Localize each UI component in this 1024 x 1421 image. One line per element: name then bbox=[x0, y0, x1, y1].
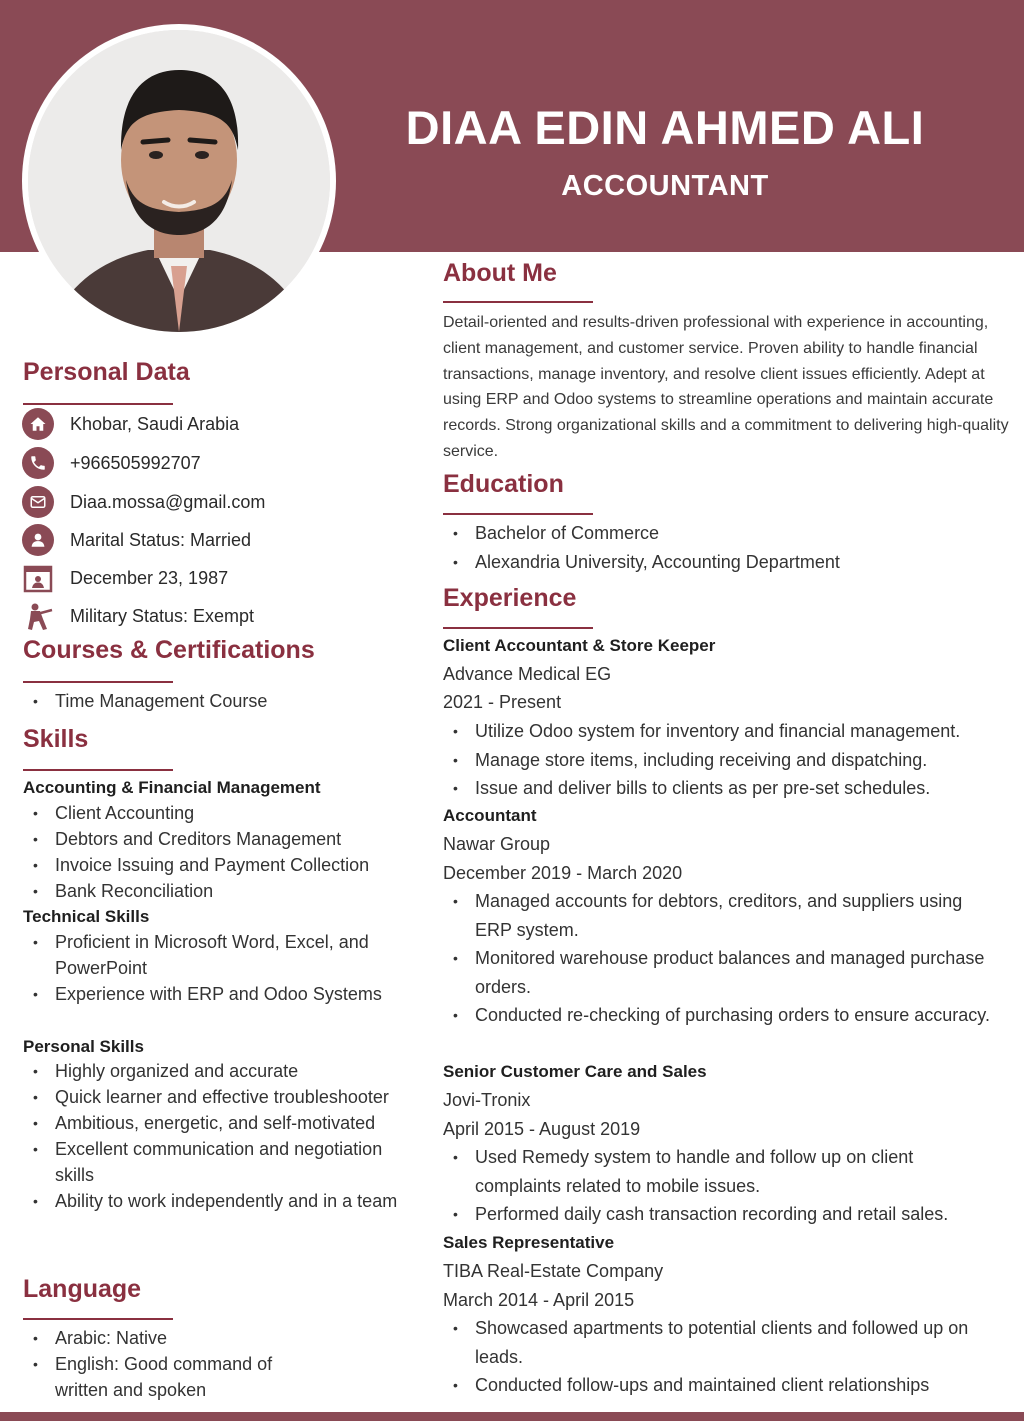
personal-item-marital bbox=[22, 524, 251, 556]
skills-list-accounting bbox=[23, 800, 403, 904]
job-role: Accountant bbox=[443, 806, 537, 825]
home-icon bbox=[22, 408, 54, 440]
job-company: Nawar Group bbox=[443, 834, 551, 854]
list-item: • English: Good command of written and spoken bbox=[23, 1351, 323, 1403]
list-item: • Ambitious, energetic, and self-motivated bbox=[23, 1110, 403, 1136]
profile-photo bbox=[28, 30, 330, 332]
personal-data-divider bbox=[23, 403, 173, 405]
skills-group-heading: Personal Skills bbox=[23, 1037, 144, 1056]
job-role: Sales Representative bbox=[443, 1233, 615, 1252]
list-item: • Ability to work independently and in a team bbox=[23, 1188, 403, 1214]
candidate-name: DIAA EDIN AHMED ALI bbox=[405, 101, 925, 154]
experience-title: Experience bbox=[443, 584, 577, 612]
list-item: • Highly organized and accurate bbox=[23, 1058, 403, 1084]
list-item: • Bachelor of Commerce bbox=[443, 519, 1018, 548]
courses-title: Courses & Certifications bbox=[23, 636, 315, 664]
phone-icon bbox=[22, 447, 54, 479]
skills-group-heading: Accounting & Financial Management bbox=[23, 778, 321, 797]
list-item: • Proficient in Microsoft Word, Excel, and PowerPoint bbox=[23, 929, 403, 981]
user-icon bbox=[22, 524, 54, 556]
language-title: Language bbox=[23, 1275, 142, 1303]
personal-item-military bbox=[22, 600, 254, 632]
list-item: • Excellent communication and negotiation skills bbox=[23, 1136, 403, 1188]
job-period: 2021 - Present bbox=[443, 692, 562, 712]
personal-item-email bbox=[22, 486, 265, 518]
list-item: • Managed accounts for debtors, creditors, and suppliers using ERP system. bbox=[443, 887, 1003, 944]
job-company: Advance Medical EG bbox=[443, 664, 612, 684]
list-item: • Used Remedy system to handle and follow up on client complaints related to mobile issues. bbox=[443, 1143, 1003, 1200]
job-duties bbox=[443, 1143, 1003, 1229]
education-list bbox=[443, 519, 1018, 576]
skills-divider bbox=[23, 769, 173, 771]
personal-item-text: Marital Status: Married bbox=[70, 529, 252, 550]
mail-icon bbox=[22, 486, 54, 518]
personal-item-location bbox=[22, 408, 239, 440]
courses-divider bbox=[23, 681, 173, 683]
about-title: About Me bbox=[443, 259, 557, 287]
list-item: • Arabic: Native bbox=[23, 1325, 323, 1351]
list-item: • Time Management Course bbox=[23, 688, 403, 714]
job-role: Client Accountant & Store Keeper bbox=[443, 636, 716, 655]
experience-divider bbox=[443, 627, 593, 629]
skills-list-personal bbox=[23, 1058, 403, 1214]
personal-item-text: Diaa.mossa@gmail.com bbox=[70, 491, 266, 512]
job-company: TIBA Real-Estate Company bbox=[443, 1261, 664, 1281]
job-duties bbox=[443, 717, 1018, 803]
personal-item-text: December 23, 1987 bbox=[70, 567, 229, 588]
job-role: Senior Customer Care and Sales bbox=[443, 1062, 707, 1081]
skills-list-technical bbox=[23, 929, 403, 1007]
courses-list bbox=[23, 688, 403, 714]
job-period: March 2014 - April 2015 bbox=[443, 1290, 635, 1310]
education-divider bbox=[443, 513, 593, 515]
footer-band bbox=[0, 1412, 1024, 1421]
list-item: • Manage store items, including receiving and dispatching. bbox=[443, 746, 1018, 775]
soldier-icon bbox=[22, 600, 54, 632]
job-period: December 2019 - March 2020 bbox=[443, 863, 683, 883]
list-item: • Conducted re-checking of purchasing orders to ensure accuracy. bbox=[443, 1001, 1003, 1030]
list-item: • Showcased apartments to potential clients and followed up on leads. bbox=[443, 1314, 1003, 1371]
list-item: • Issue and deliver bills to clients as per pre-set schedules. bbox=[443, 774, 1018, 803]
language-list bbox=[23, 1325, 323, 1403]
personal-data-title: Personal Data bbox=[23, 358, 190, 386]
education-title: Education bbox=[443, 470, 564, 498]
list-item: • Alexandria University, Accounting Department bbox=[443, 548, 1018, 577]
about-divider bbox=[443, 301, 593, 303]
skills-title: Skills bbox=[23, 725, 89, 753]
list-item: • Utilize Odoo system for inventory and financial management. bbox=[443, 717, 1018, 746]
list-item: • Conducted follow-ups and maintained client relationships bbox=[443, 1371, 1003, 1400]
about-text: Detail-oriented and results-driven professional with experience in accounting, client management, and customer service. Proven ability to handle financial transactions, manage inventory, and resolve client issues efficiently. Adept at using ERP and Odoo systems to streamline operations and maintain accurate records. Strong organizational skills and a commitment to delivering high-quality service. bbox=[443, 314, 1009, 460]
personal-item-text: Military Status: Exempt bbox=[70, 605, 255, 626]
list-item: • Bank Reconciliation bbox=[23, 878, 403, 904]
personal-item-birthdate bbox=[22, 562, 228, 594]
personal-item-text: Khobar, Saudi Arabia bbox=[70, 413, 240, 434]
job-period: April 2015 - August 2019 bbox=[443, 1119, 641, 1139]
personal-item-phone bbox=[22, 447, 201, 479]
job-duties bbox=[443, 1314, 1003, 1400]
list-item: • Invoice Issuing and Payment Collection bbox=[23, 852, 403, 878]
list-item: • Performed daily cash transaction recording and retail sales. bbox=[443, 1200, 1003, 1229]
list-item: • Experience with ERP and Odoo Systems bbox=[23, 981, 403, 1007]
skills-group-heading: Technical Skills bbox=[23, 907, 150, 926]
job-company: Jovi-Tronix bbox=[443, 1090, 531, 1110]
candidate-title: ACCOUNTANT bbox=[561, 170, 769, 202]
list-item: • Quick learner and effective troubleshooter bbox=[23, 1084, 403, 1110]
list-item: • Debtors and Creditors Management bbox=[23, 826, 403, 852]
list-item: • Client Accounting bbox=[23, 800, 403, 826]
language-divider bbox=[23, 1318, 173, 1320]
list-item: • Monitored warehouse product balances and managed purchase orders. bbox=[443, 944, 1003, 1001]
calendar-icon bbox=[22, 562, 54, 594]
job-duties bbox=[443, 887, 1003, 1030]
personal-item-text: +966505992707 bbox=[70, 452, 201, 473]
